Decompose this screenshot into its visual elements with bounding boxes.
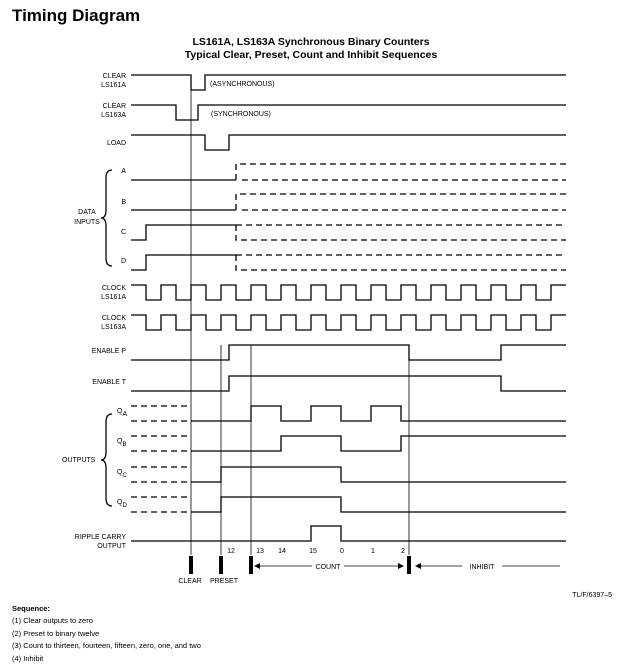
waveform-qc-unknown <box>131 467 191 482</box>
label-clock-ls161a-l2: LS161A <box>101 294 126 301</box>
figure-id: TL/F/6397–5 <box>572 592 612 599</box>
waveform-clear-ls163a <box>131 105 566 120</box>
count-label-12: 12 <box>227 548 235 555</box>
label-qa-sub: A <box>122 411 128 418</box>
waveform-data-d-dont-care <box>236 255 566 270</box>
label-data-inputs-l1: DATA <box>78 209 96 216</box>
waveform-qa-unknown <box>131 406 191 421</box>
waveform-data-b-dont-care <box>236 194 566 210</box>
count-label-0: 0 <box>340 548 344 555</box>
count-label-13: 13 <box>256 548 264 555</box>
label-clear-ls161a-l2: LS161A <box>101 82 126 89</box>
waveform-qd-unknown <box>131 497 191 512</box>
sequence-title: Sequence: <box>12 604 50 613</box>
waveform-clock-ls163a <box>131 315 566 330</box>
waveform-qb <box>191 436 566 451</box>
waveform-data-c-dont-care <box>236 225 566 240</box>
marker-clear <box>189 556 193 574</box>
marker-inhibit <box>407 556 411 574</box>
waveform-load <box>131 135 566 150</box>
label-outputs: OUTPUTS <box>62 457 96 464</box>
sequence-item-2: (2) Preset to binary twelve <box>12 628 100 638</box>
marker-count <box>249 556 253 574</box>
count-label-2: 2 <box>401 548 405 555</box>
waveform-enable-p <box>131 345 566 360</box>
label-clear-ls163a-l1: CLEAR <box>102 103 126 110</box>
label-qc <box>117 469 127 479</box>
label-qa-main: Q <box>117 408 123 415</box>
label-clock-ls163a-l1: CLOCK <box>101 315 126 322</box>
outputs-brace <box>101 414 112 506</box>
count-label-15: 15 <box>309 548 317 555</box>
phase-label-inhibit: INHIBIT <box>469 564 495 571</box>
waveform-ripple-carry <box>131 526 566 541</box>
count-label-14: 14 <box>278 548 286 555</box>
label-data-d: D <box>120 258 126 265</box>
label-clock-ls163a-l2: LS163A <box>101 324 126 331</box>
waveform-qb-unknown <box>131 436 191 451</box>
label-qb-sub: B <box>122 442 127 448</box>
waveform-data-c <box>131 225 236 240</box>
phase-label-clear: CLEAR <box>178 578 202 585</box>
label-clock-ls161a-l1: CLOCK <box>101 285 126 292</box>
count-label-1: 1 <box>371 548 375 555</box>
label-clear-ls163a-l2: LS163A <box>101 112 126 119</box>
page-heading: Timing Diagram <box>12 6 141 25</box>
reference-lines <box>191 80 409 555</box>
marker-preset <box>219 556 223 574</box>
waveform-qd <box>191 497 566 512</box>
label-qb <box>117 438 126 448</box>
waveform-data-a-dont-care <box>236 164 566 180</box>
label-qb-main: Q <box>117 438 123 445</box>
label-data-c: C <box>120 229 126 236</box>
phase-label-count: COUNT <box>315 564 341 571</box>
label-data-a: A <box>121 168 126 175</box>
label-enable-t: ENABLE T <box>92 379 126 386</box>
waveform-clock-ls161a <box>131 285 566 300</box>
label-qd-main: Q <box>117 499 123 506</box>
sequence-item-3: (3) Count to thirteen, fourteen, fifteen, zero, one, and two <box>12 641 201 650</box>
annotation-synchronous: (SYNCHRONOUS) <box>211 111 271 118</box>
label-enable-p: ENABLE P <box>91 348 126 355</box>
label-qa <box>117 408 127 418</box>
waveform-qc <box>191 467 566 482</box>
data-inputs-brace <box>101 170 112 266</box>
waveform-qa <box>191 406 566 421</box>
annotation-asynchronous: (ASYNCHRONOUS) <box>210 81 275 88</box>
label-ripple-carry-l1: RIPPLE CARRY <box>74 534 126 541</box>
label-qd <box>117 499 127 509</box>
label-clear-ls161a-l1: CLEAR <box>102 73 126 80</box>
label-qc-main: Q <box>117 469 123 476</box>
waveform-enable-t <box>131 376 566 391</box>
phase-label-preset: PRESET <box>209 578 239 585</box>
label-ripple-carry-l2: OUTPUT <box>97 543 126 550</box>
label-data-inputs-l2: INPUTS <box>74 219 100 226</box>
label-data-b: B <box>121 199 126 206</box>
label-qc-sub: C <box>122 473 127 479</box>
diagram-subtitle-line2: Typical Clear, Preset, Count and Inhibit Sequences <box>184 49 438 61</box>
sequence-item-4: (4) Inhibit <box>12 653 44 663</box>
diagram-subtitle-line1: LS161A, LS163A Synchronous Binary Counters <box>192 36 430 48</box>
label-qd-sub: D <box>122 503 127 509</box>
waveform-data-d <box>131 255 236 270</box>
waveform-clear-ls161a <box>131 75 566 90</box>
sequence-item-1: (1) Clear outputs to zero <box>12 616 93 625</box>
sequence-legend <box>12 604 201 666</box>
label-load: LOAD <box>106 140 126 147</box>
